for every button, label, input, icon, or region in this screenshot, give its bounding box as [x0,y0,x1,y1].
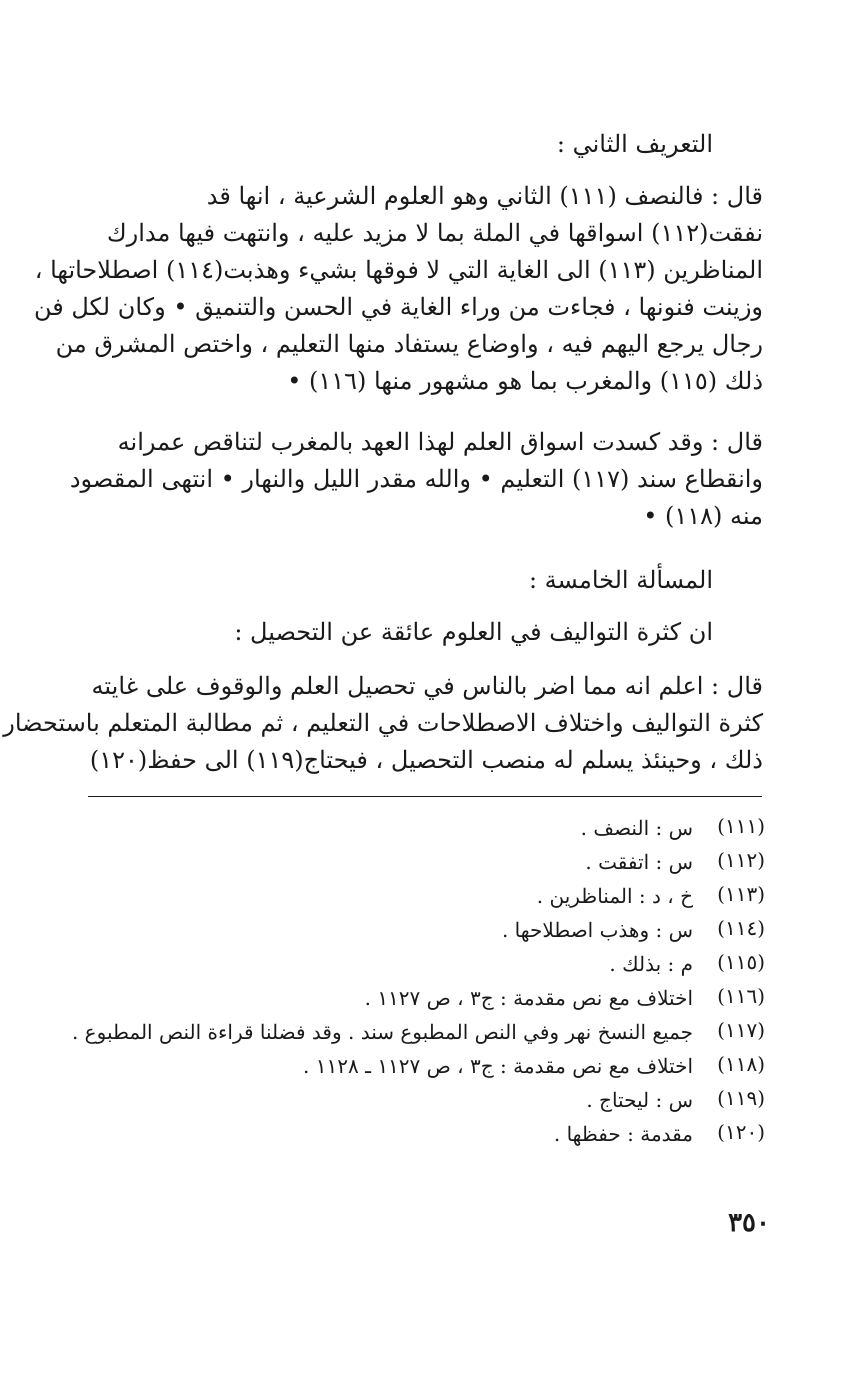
footnote-item [60,848,765,882]
text-line: قال : فالنصف (١١١) الثاني وهو العلوم الشرعية ، انها قد [206,182,763,210]
text-line: منه (١١٨) • [643,502,763,530]
footnote-item [60,882,765,916]
footnote-number: (١١٧) [717,1018,765,1042]
footnote-text: س : ليحتاج . [586,1088,693,1112]
page-number: ٣٥٠ [728,1208,770,1238]
paragraph-2 [58,424,763,535]
text-line: رجال يرجع اليهم فيه ، واوضاع يستفاد منها التعليم ، واختص المشرق من [55,330,763,358]
footnote-number: (١١٤) [717,916,765,940]
footnote-text: خ ، د : المناظرين . [536,884,693,908]
footnote-text: س : النصف . [580,816,693,840]
footnote-item [60,916,765,950]
text-line: المناظرين (١١٣) الى الغاية التي لا فوقها بشيء وهذبت(١١٤) اصطلاحاتها ، [34,256,763,284]
footnote-item [60,950,765,984]
footnote-number: (١١٥) [717,950,765,974]
text-line: ذلك (١١٥) والمغرب بما هو مشهور منها (١١٦) • [287,367,763,395]
footnote-divider [88,796,762,797]
footnote-text: س : وهذب اصطلاحها . [501,918,693,942]
text-line: قال : اعلم انه مما اضر بالناس في تحصيل العلم والوقوف على غايته [91,672,763,700]
footnote-number: (١١٩) [717,1086,765,1110]
footnote-item [60,1086,765,1120]
footnote-number: (١١١) [717,814,765,838]
text-line: قال : وقد كسدت اسواق العلم لهذا العهد بالمغرب لتناقص عمرانه [117,428,763,456]
paragraph-1 [34,178,763,400]
footnote-text: اختلاف مع نص مقدمة : ج٣ ، ص ١١٢٧ ـ ١١٢٨ . [303,1054,693,1078]
footnote-number: (١١٢) [717,848,765,872]
text-line: وانقطاع سند (١١٧) التعليم • والله مقدر الليل والنهار • انتهى المقصود [69,465,763,493]
footnote-text: اختلاف مع نص مقدمة : ج٣ ، ص ١١٢٧ . [364,986,693,1010]
footnote-item [60,1120,765,1154]
footnote-item [60,814,765,848]
footnote-number: (١١٨) [717,1052,765,1076]
text-line: ذلك ، وحينئذ يسلم له منصب التحصيل ، فيحتاج(١١٩) الى حفظ(١٢٠) [89,746,763,774]
section-subheading: ان كثرة التواليف في العلوم عائقة عن التحصيل : [234,618,713,646]
section-heading-fifth-issue: المسألة الخامسة : [528,566,713,594]
footnotes-list [60,814,765,1154]
footnote-item [60,1052,765,1086]
text-line: كثرة التواليف واختلاف الاصطلاحات في التعليم ، ثم مطالبة المتعلم باستحضار [3,709,763,737]
footnote-number: (١١٣) [717,882,765,906]
paragraph-3 [3,668,763,779]
footnote-text: م : بذلك . [609,952,693,976]
footnote-item [60,1018,765,1052]
footnote-text: س : اتفقت . [585,850,693,874]
footnote-text: جميع النسخ نهر وفي النص المطبوع سند . وقد فضلنا قراءة النص المطبوع . [71,1020,693,1044]
footnote-number: (١١٦) [717,984,765,1008]
footnote-item [60,984,765,1018]
footnote-text: مقدمة : حفظها . [553,1122,693,1146]
text-line: نفقت(١١٢) اسواقها في الملة بما لا مزيد عليه ، وانتهت فيها مدارك [106,219,763,247]
footnote-number: (١٢٠) [717,1120,765,1144]
section-heading-second-definition: التعريف الثاني : [556,130,713,158]
text-line: وزينت فنونها ، فجاءت من وراء الغاية في الحسن والتنميق • وكان لكل فن [34,293,763,321]
